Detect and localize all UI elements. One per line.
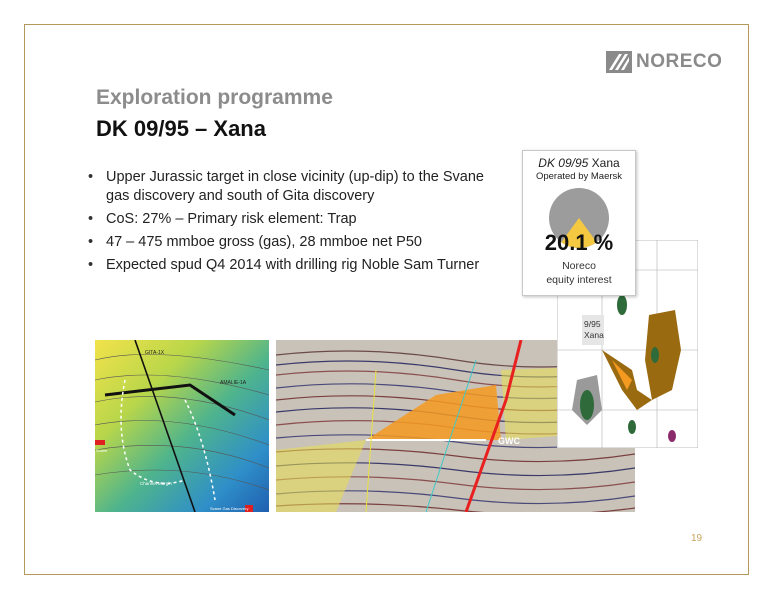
bullet-item: • Upper Jurassic target in close vicinity (up-dip) to the Svane gas discovery and south of Gita discovery [88, 168, 508, 206]
slide-title: DK 09/95 – Xana [96, 116, 266, 141]
equity-label-line2: equity interest [546, 274, 612, 286]
bullet-item: • CoS: 27% – Primary risk element: Trap [88, 210, 508, 229]
callout-title-licence: DK 09/95 [538, 156, 589, 170]
callout-title [523, 156, 635, 170]
equity-callout [522, 150, 636, 296]
slide-subtitle: Exploration programme [96, 86, 333, 109]
callout-title-name: Xana [588, 156, 620, 170]
map-label-amalie: AMALIE-1A [220, 380, 247, 386]
structure-map-image [95, 340, 269, 512]
inset-block-label-1: 9/95 [584, 319, 601, 329]
bullet-list [88, 168, 508, 279]
map-label-left: Svane [96, 448, 108, 453]
bullet-item: • 47 – 475 mmboe gross (gas), 28 mmboe net P50 [88, 233, 508, 252]
equity-percent: 20.1 % [544, 230, 614, 255]
noreco-logo-icon [606, 51, 632, 73]
equity-label [523, 259, 635, 287]
inset-block-label-2: Xana [584, 330, 604, 340]
equity-label-line1: Noreco [562, 260, 596, 272]
noreco-logo [606, 50, 722, 74]
bullet-item: • Expected spud Q4 2014 with drilling rig Noble Sam Turner [88, 256, 508, 275]
logo-text: NORECO [636, 51, 723, 72]
callout-operator: Operated by Maersk [535, 171, 623, 182]
gwc-label: GWC [498, 436, 520, 446]
map-label-channel: Channel Margin [140, 481, 172, 486]
page-number: 19 [691, 533, 703, 544]
map-label-svane: Svane Gas Discovery [210, 506, 249, 511]
map-label-gita: GITA-1X [145, 350, 165, 356]
